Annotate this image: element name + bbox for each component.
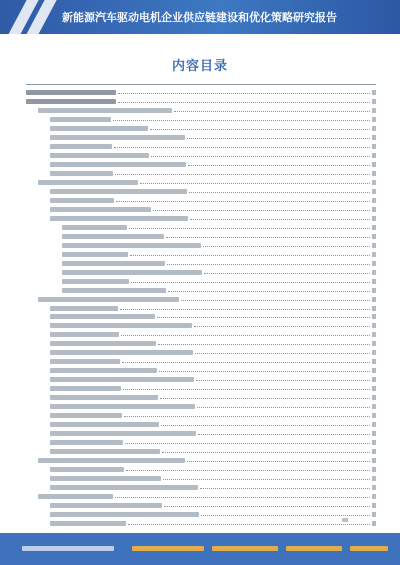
- toc-entry-page-number: [372, 413, 376, 418]
- toc-entry-leader-dots: [196, 380, 370, 381]
- toc-entry-text: [62, 252, 128, 257]
- toc-entry-page-number: [372, 449, 376, 454]
- toc-entry-leader-dots: [126, 470, 370, 471]
- footer-text: [132, 546, 204, 551]
- toc-entry-leader-dots: [181, 300, 370, 301]
- toc-entry[interactable]: [26, 483, 376, 490]
- toc-entry-page-number: [372, 162, 376, 167]
- toc-entry-leader-dots: [118, 102, 370, 103]
- toc-entry-text: [50, 413, 122, 418]
- toc-entry-leader-dots: [188, 165, 370, 166]
- toc-entry[interactable]: [26, 348, 376, 355]
- toc-entry-page-number: [372, 144, 376, 149]
- toc-entry-page-number: [372, 422, 376, 427]
- toc-entry-text: [50, 306, 118, 311]
- toc-entry-text: [50, 404, 195, 409]
- toc-entry-page-number: [372, 314, 376, 319]
- toc-entry-leader-dots: [190, 219, 370, 220]
- toc-entry[interactable]: [26, 196, 376, 203]
- toc-entry-leader-dots: [140, 183, 370, 184]
- toc-entry-leader-dots: [131, 282, 370, 283]
- toc-entry-text: [62, 279, 129, 284]
- toc-entry-page-number: [372, 126, 376, 131]
- toc-entry-text: [62, 225, 127, 230]
- toc-entry-leader-dots: [130, 255, 370, 256]
- toc-entry-text: [38, 297, 179, 302]
- toc-entry-text: [50, 207, 151, 212]
- toc-entry-leader-dots: [187, 138, 370, 139]
- toc-entry-page-number: [372, 431, 376, 436]
- toc-entry[interactable]: [26, 519, 376, 526]
- toc-entry-text: [50, 350, 193, 355]
- toc-entry-text: [50, 476, 161, 481]
- toc-entry[interactable]: [26, 151, 376, 158]
- toc-entry-page-number: [372, 386, 376, 391]
- toc-entry-leader-dots: [124, 416, 370, 417]
- toc-entry[interactable]: [26, 304, 376, 311]
- toc-entry[interactable]: [26, 474, 376, 481]
- toc-entry-leader-dots: [203, 246, 370, 247]
- toc-entry-text: [50, 332, 119, 337]
- toc-entry-text: [50, 386, 121, 391]
- toc-entry-page-number: [372, 135, 376, 140]
- toc-entry-page-number: [372, 189, 376, 194]
- toc-entry-page-number: [372, 359, 376, 364]
- toc-entry-text: [50, 314, 155, 319]
- toc-entry-text: [50, 135, 185, 140]
- toc-entry-leader-dots: [160, 398, 370, 399]
- toc-entry[interactable]: [26, 241, 376, 248]
- toc-entry-leader-dots: [197, 407, 370, 408]
- toc-entry[interactable]: [26, 115, 376, 122]
- toc-entry-text: [50, 171, 113, 176]
- toc-entry-page-number: [372, 521, 376, 526]
- toc-entry[interactable]: [26, 357, 376, 364]
- toc-entry[interactable]: [26, 277, 376, 284]
- toc-entry[interactable]: [26, 232, 376, 239]
- toc-entry-leader-dots: [204, 273, 370, 274]
- toc-entry-text: [50, 359, 120, 364]
- toc-entry[interactable]: [26, 492, 376, 499]
- toc-entry-page-number: [372, 252, 376, 257]
- toc-entry-text: [50, 198, 114, 203]
- toc-entry[interactable]: [26, 187, 376, 194]
- toc-entry-text: [38, 494, 113, 499]
- toc-entry-text: [38, 458, 185, 463]
- toc-entry-text: [38, 108, 172, 113]
- toc-entry-text: [62, 261, 165, 266]
- toc-entry-leader-dots: [115, 174, 370, 175]
- toc-entry-page-number: [372, 108, 376, 113]
- toc-entry[interactable]: [26, 286, 376, 293]
- toc-entry[interactable]: [26, 205, 376, 212]
- toc-entry-page-number: [372, 198, 376, 203]
- toc-entry[interactable]: [26, 321, 376, 328]
- toc-entry-page-number: [372, 117, 376, 122]
- toc-entry-page-number: [372, 243, 376, 248]
- toc-entry-leader-dots: [161, 425, 370, 426]
- toc-entry[interactable]: [26, 142, 376, 149]
- page-number: [342, 518, 348, 522]
- toc-entry[interactable]: [26, 124, 376, 131]
- toc-entry-text: [38, 180, 138, 185]
- toc-entry-page-number: [372, 279, 376, 284]
- toc-entry-text: [50, 189, 187, 194]
- toc-entry[interactable]: [26, 438, 376, 445]
- toc-entry-text: [50, 323, 192, 328]
- toc-entry-leader-dots: [200, 488, 370, 489]
- toc-entry[interactable]: [26, 429, 376, 436]
- toc-entry-leader-dots: [129, 228, 370, 229]
- toc-entry-page-number: [372, 297, 376, 302]
- toc-entry-text: [50, 162, 186, 167]
- toc-entry-page-number: [372, 216, 376, 221]
- toc-entry-text: [50, 153, 149, 158]
- toc-entry-leader-dots: [120, 309, 370, 310]
- toc-entry-text: [26, 90, 116, 95]
- toc-entry-page-number: [372, 153, 376, 158]
- toc-entry-leader-dots: [153, 210, 370, 211]
- toc-entry-leader-dots: [168, 291, 370, 292]
- toc-entry-text: [26, 99, 116, 104]
- toc-entry-page-number: [372, 306, 376, 311]
- toc-entry-leader-dots: [157, 317, 370, 318]
- toc-entry-leader-dots: [121, 335, 370, 336]
- toc-entry[interactable]: [26, 501, 376, 508]
- toc-entry-leader-dots: [151, 156, 370, 157]
- toc-entry-leader-dots: [187, 461, 370, 462]
- toc-entry-text: [50, 216, 188, 221]
- toc-entry-page-number: [372, 476, 376, 481]
- toc-entry[interactable]: [26, 420, 376, 427]
- toc-entry-text: [50, 144, 112, 149]
- footer-text: [22, 546, 114, 551]
- toc-entry-leader-dots: [123, 389, 370, 390]
- toc-entry-text: [62, 234, 164, 239]
- toc-entry[interactable]: [26, 268, 376, 275]
- toc-entry-page-number: [372, 485, 376, 490]
- toc-entry-text: [50, 117, 111, 122]
- toc-entry-leader-dots: [125, 443, 370, 444]
- toc-entry-leader-dots: [189, 192, 370, 193]
- toc-entry-leader-dots: [167, 264, 370, 265]
- toc-entry-text: [50, 485, 198, 490]
- toc-entry-page-number: [372, 341, 376, 346]
- toc-entry-leader-dots: [198, 434, 370, 435]
- toc-entry-page-number: [372, 323, 376, 328]
- toc-entry-page-number: [372, 377, 376, 382]
- toc-entry[interactable]: [26, 402, 376, 409]
- footer-text: [350, 546, 388, 551]
- toc-entry-leader-dots: [158, 344, 370, 345]
- toc-entry[interactable]: [26, 250, 376, 257]
- toc-entry-leader-dots: [201, 515, 370, 516]
- toc-entry-leader-dots: [114, 147, 370, 148]
- toc-entry[interactable]: [26, 88, 376, 95]
- toc-entry-text: [50, 377, 194, 382]
- toc-entry-page-number: [372, 225, 376, 230]
- toc-entry-leader-dots: [194, 326, 370, 327]
- toc-entry-page-number: [372, 458, 376, 463]
- toc-entry-text: [50, 440, 123, 445]
- toc-entry-page-number: [372, 404, 376, 409]
- toc-entry[interactable]: [26, 295, 376, 302]
- toc-entry-page-number: [372, 368, 376, 373]
- footer-text: [212, 546, 278, 551]
- toc-entry-page-number: [372, 234, 376, 239]
- toc-entry[interactable]: [26, 366, 376, 373]
- toc-entry-page-number: [372, 440, 376, 445]
- toc-entry-leader-dots: [164, 506, 370, 507]
- toc-entry-leader-dots: [115, 497, 370, 498]
- toc-entry[interactable]: [26, 375, 376, 382]
- toc-entry[interactable]: [26, 339, 376, 346]
- report-footer-banner: [0, 533, 400, 565]
- toc-entry-leader-dots: [113, 120, 370, 121]
- toc-entry[interactable]: [26, 133, 376, 140]
- toc-entry-text: [50, 368, 157, 373]
- toc-heading: 内容目录: [171, 59, 228, 74]
- toc-entry[interactable]: [26, 178, 376, 185]
- toc-entry-page-number: [372, 261, 376, 266]
- toc-entry[interactable]: [26, 160, 376, 167]
- toc-entry[interactable]: [26, 384, 376, 391]
- toc-entry-text: [62, 288, 166, 293]
- toc-entry-page-number: [372, 207, 376, 212]
- toc-entry-text: [50, 467, 124, 472]
- toc-entry-leader-dots: [159, 371, 370, 372]
- toc-entry[interactable]: [26, 106, 376, 113]
- toc-entry-text: [50, 422, 159, 427]
- toc-entry-page-number: [372, 270, 376, 275]
- toc-entry-page-number: [372, 180, 376, 185]
- toc-entry-text: [50, 341, 156, 346]
- toc-entry-leader-dots: [174, 111, 370, 112]
- toc-entry[interactable]: [26, 456, 376, 463]
- toc-entry[interactable]: [26, 411, 376, 418]
- toc-entry-leader-dots: [116, 201, 370, 202]
- report-header-banner: [0, 0, 400, 34]
- footer-text: [286, 546, 342, 551]
- toc-entry[interactable]: [26, 447, 376, 454]
- toc-entry-leader-dots: [128, 524, 370, 525]
- toc-entry[interactable]: [26, 169, 376, 176]
- toc-entry-text: [50, 126, 148, 131]
- toc-entry-leader-dots: [163, 479, 370, 480]
- toc-entry[interactable]: [26, 223, 376, 230]
- toc-entry-leader-dots: [150, 129, 370, 130]
- toc-entry-leader-dots: [122, 362, 370, 363]
- toc-entry[interactable]: [26, 312, 376, 319]
- toc-entry[interactable]: [26, 510, 376, 517]
- toc-entry-leader-dots: [166, 237, 370, 238]
- toc-entry-leader-dots: [162, 452, 370, 453]
- toc-entry-page-number: [372, 99, 376, 104]
- toc-top-rule: [26, 84, 376, 85]
- toc-entry-page-number: [372, 494, 376, 499]
- toc-entry-page-number: [372, 171, 376, 176]
- toc-entry-page-number: [372, 332, 376, 337]
- toc-entry-leader-dots: [118, 93, 370, 94]
- toc-entry-text: [50, 521, 126, 526]
- report-title: 新能源汽车驱动电机企业供应链建设和优化策略研究报告: [62, 11, 337, 24]
- toc-entry-page-number: [372, 395, 376, 400]
- toc-entry-text: [62, 270, 202, 275]
- toc-entry-text: [50, 431, 196, 436]
- toc-entry[interactable]: [26, 214, 376, 221]
- toc-entry-text: [50, 395, 158, 400]
- toc-entry-text: [50, 449, 160, 454]
- toc-entry-page-number: [372, 90, 376, 95]
- toc-entry[interactable]: [26, 259, 376, 266]
- toc-entry-text: [50, 503, 162, 508]
- toc-entry-leader-dots: [195, 353, 370, 354]
- toc-entry[interactable]: [26, 330, 376, 337]
- toc-entry[interactable]: [26, 97, 376, 104]
- table-of-contents: [26, 84, 376, 524]
- toc-entry[interactable]: [26, 465, 376, 472]
- toc-entry-page-number: [372, 467, 376, 472]
- toc-entry-page-number: [372, 512, 376, 517]
- toc-entry-page-number: [372, 288, 376, 293]
- toc-entry-page-number: [372, 350, 376, 355]
- toc-entry-page-number: [372, 503, 376, 508]
- toc-entry[interactable]: [26, 393, 376, 400]
- toc-entry-text: [50, 512, 199, 517]
- toc-entry-text: [62, 243, 201, 248]
